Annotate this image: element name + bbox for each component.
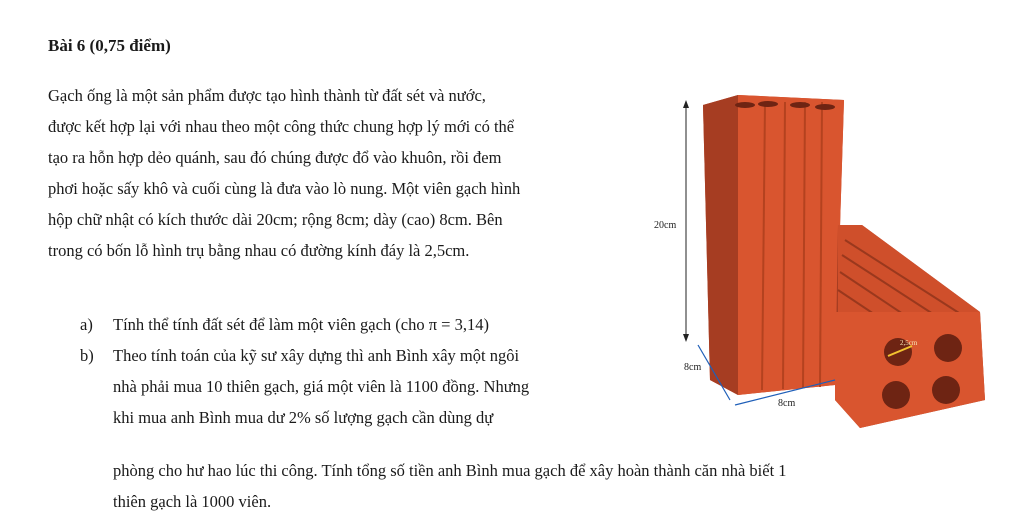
intro-line: tạo ra hỗn hợp dẻo quánh, sau đó chúng được đổ vào khuôn, rồi đem xyxy=(48,148,502,167)
problem-intro xyxy=(48,80,648,266)
question-a-label: a) xyxy=(80,315,93,334)
question-b-line: phòng cho hư hao lúc thi công. Tính tổng số tiền anh Bình mua gạch để xây hoàn thành căn nhà biết 1 xyxy=(113,461,787,480)
question-a-text: Tính thể tính đất sét để làm một viên gạch (cho π = 3,14) xyxy=(113,315,489,334)
question-b-line: nhà phải mua 10 thiên gạch, giá một viên là 1100 đồng. Nhưng xyxy=(113,377,530,396)
question-b-line: thiên gạch là 1000 viên. xyxy=(113,492,272,511)
width-label: 8cm xyxy=(778,398,796,409)
question-b-label: b) xyxy=(80,346,94,365)
problem-title: Bài 6 (0,75 điểm) xyxy=(48,36,171,55)
lying-brick xyxy=(835,225,985,428)
standing-brick xyxy=(703,95,844,395)
intro-line: phơi hoặc sấy khô và cuối cùng là đưa vào lò nung. Một viên gạch hình xyxy=(48,179,521,198)
intro-line: trong có bốn lỗ hình trụ bằng nhau có đường kính đáy là 2,5cm. xyxy=(48,241,470,260)
intro-line: được kết hợp lại với nhau theo một công thức chung hợp lý mới có thể xyxy=(48,117,515,136)
question-b-line: khi mua anh Bình mua dư 2% số lượng gạch cần dùng dự xyxy=(113,408,494,427)
intro-line: hộp chữ nhật có kích thước dài 20cm; rộng 8cm; dày (cao) 8cm. Bên xyxy=(48,210,503,229)
depth-label: 8cm xyxy=(684,362,702,373)
question-b-continuation xyxy=(113,455,787,517)
intro-line: Gạch ống là một sản phẩm được tạo hình thành từ đất sét và nước, xyxy=(48,86,486,105)
hole-label: 2,5cm xyxy=(900,339,918,347)
brick-figure xyxy=(650,80,995,440)
height-label: 20cm xyxy=(654,220,677,231)
question-b-line: Theo tính toán của kỹ sư xây dựng thì anh Bình xây một ngôi xyxy=(113,346,520,365)
